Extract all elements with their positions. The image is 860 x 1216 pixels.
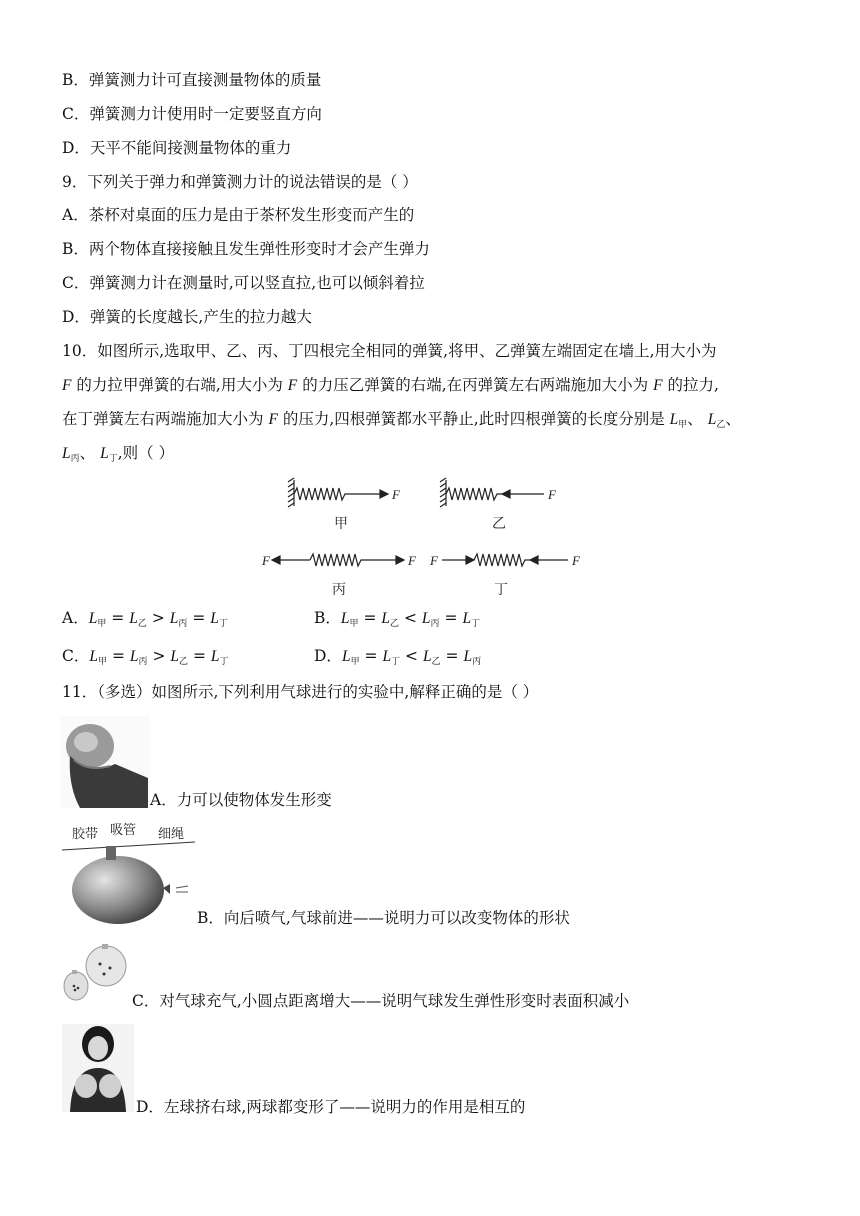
caption-bing: 丙 xyxy=(332,582,346,598)
q10-option-b: B．$L_甲 = L_乙 < L_丙 = L_丁$ xyxy=(314,609,481,629)
q9-option-d: D．弹簧的长度越长,产生的拉力越大 xyxy=(62,308,312,326)
q8-option-c: C．弹簧测力计使用时一定要竖直方向 xyxy=(62,105,322,123)
force-label: F xyxy=(548,487,556,502)
label-tape: 胶带 xyxy=(72,827,99,842)
hand-squeezing-balloon-image xyxy=(60,716,150,808)
q9-option-b: B．两个物体直接接触且发生弹性形变时才会产生弹力 xyxy=(62,240,430,258)
force-symbol: F xyxy=(287,377,298,394)
q10-stem-line2: F 的力拉甲弹簧的右端,用大小为 F 的力压乙弹簧的右端,在丙弹簧左右两端施加大小为 F 的拉力, xyxy=(62,376,719,394)
q10-option-c: C．$L_甲 = L_丙 > L_乙 = L_丁$ xyxy=(62,647,229,667)
q10-option-a: A．$L_甲 = L_乙 > L_丙 = L_丁$ xyxy=(62,609,228,629)
q11-option-d: D．左球挤右球,两球都变形了——说明力的作用是相互的 xyxy=(136,1098,526,1116)
q8-option-d: D．天平不能间接测量物体的重力 xyxy=(62,139,292,157)
force-label: F xyxy=(408,553,416,568)
balloon-on-string-image xyxy=(60,820,195,926)
force-symbol: F xyxy=(653,377,663,394)
springs-figure xyxy=(262,470,602,600)
force-symbol: F xyxy=(268,411,278,428)
label-straw: 吸管 xyxy=(110,823,137,838)
q9-option-a: A．茶杯对桌面的压力是由于茶杯发生形变而产生的 xyxy=(62,206,415,224)
force-label: F xyxy=(430,553,438,568)
caption-ding: 丁 xyxy=(494,582,508,598)
force-symbol: F xyxy=(62,377,72,394)
q11-option-c: C．对气球充气,小圆点距离增大——说明气球发生弹性形变时表面积减小 xyxy=(132,992,630,1010)
person-holding-two-balloons-image xyxy=(62,1024,134,1112)
q9-stem: 9．下列关于弹力和弹簧测力计的说法错误的是（ ） xyxy=(62,173,418,191)
q9-option-c: C．弹簧测力计在测量时,可以竖直拉,也可以倾斜着拉 xyxy=(62,274,425,292)
spring-jia xyxy=(288,478,388,507)
spring-bing xyxy=(272,554,404,566)
q10-option-d: D．$L_甲 = L_丁 < L_乙 = L_丙$ xyxy=(314,647,482,667)
spring-yi xyxy=(440,478,544,507)
q10-stem-line4: $L_丙$、 $L_丁$,则（ ） xyxy=(62,444,175,464)
force-label: F xyxy=(572,553,580,568)
q10-stem-line1: 10．如图所示,选取甲、乙、丙、丁四根完全相同的弹簧,将甲、乙弹簧左端固定在墙上,用大小为 xyxy=(62,342,717,360)
label-string: 细绳 xyxy=(158,827,185,842)
q8-option-b: B．弹簧测力计可直接测量物体的质量 xyxy=(62,71,322,89)
q11-stem: 11．（多选）如图所示,下列利用气球进行的实验中,解释正确的是（ ） xyxy=(62,683,539,701)
q11-option-b: B．向后喷气,气球前进——说明力可以改变物体的形状 xyxy=(197,909,570,927)
force-label: F xyxy=(392,487,400,502)
spring-ding xyxy=(442,554,568,566)
caption-yi: 乙 xyxy=(492,516,506,532)
caption-jia: 甲 xyxy=(334,516,348,532)
force-label: F xyxy=(262,553,270,568)
q11-option-a: A．力可以使物体发生形变 xyxy=(150,791,332,809)
inflated-balloons-with-dots-image xyxy=(60,944,130,1006)
q10-stem-line3: 在丁弹簧左右两端施加大小为 F 的压力,四根弹簧都水平静止,此时四根弹簧的长度分别是 $L_甲$、 $L_乙$、 xyxy=(62,410,741,430)
